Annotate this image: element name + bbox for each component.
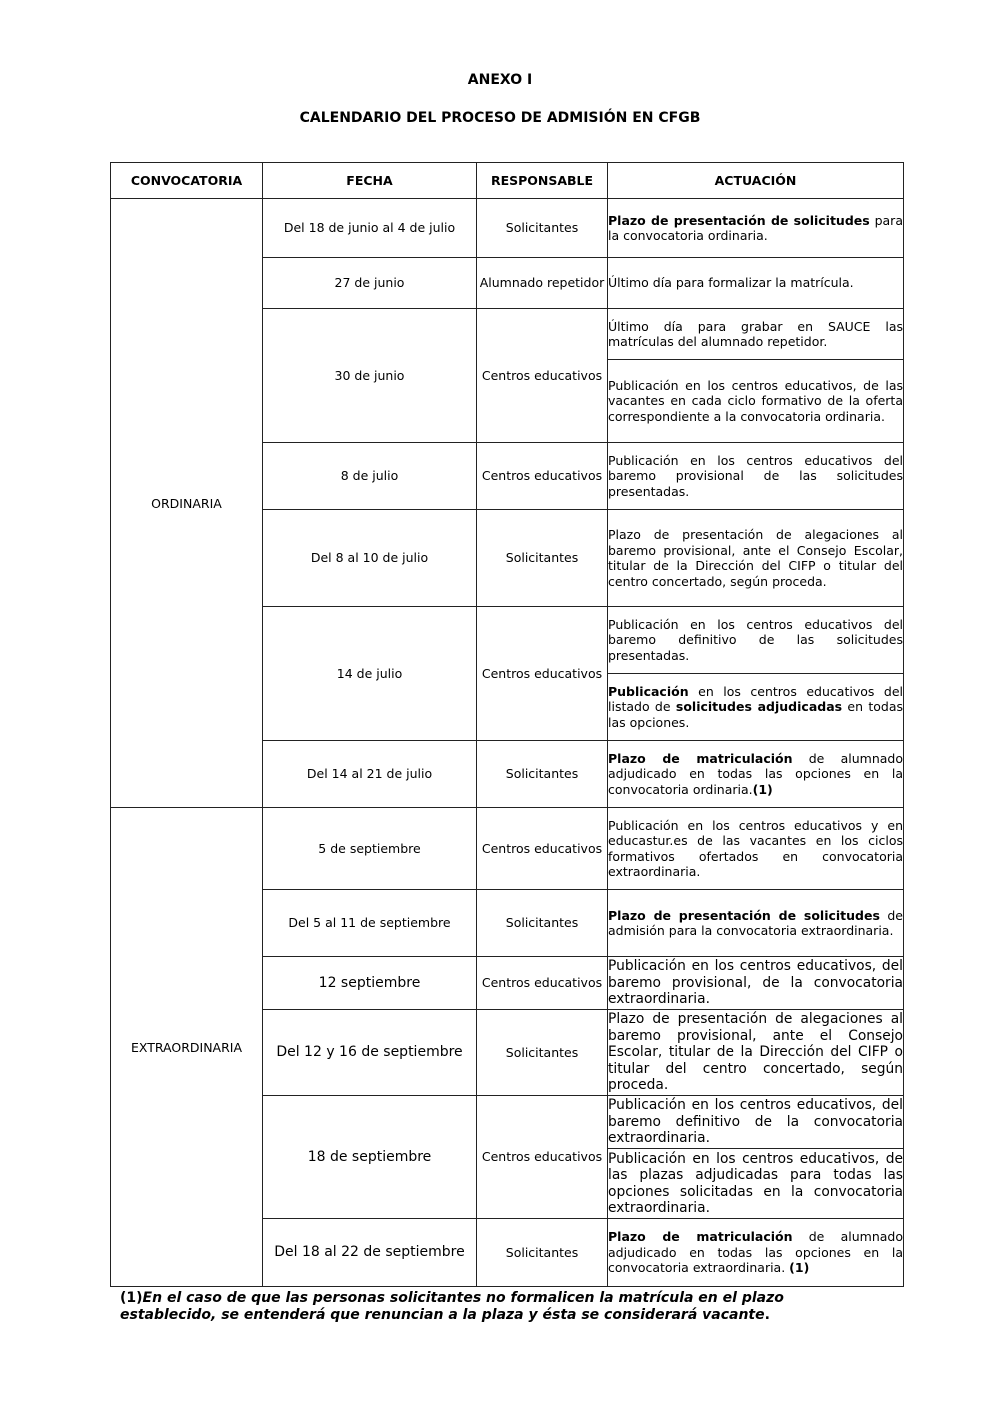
responsable-cell: Centros educativos [477,309,608,443]
actuacion-cell [608,199,904,258]
fecha-cell: 30 de junio [263,309,477,443]
fecha-cell: 5 de septiembre [263,808,477,890]
fecha-cell: 18 de septiembre [263,1096,477,1219]
fecha-cell: Del 18 al 22 de septiembre [263,1219,477,1287]
actuacion-cell: Publicación en los centros educativos, de las vacantes en cada ciclo formativo de la oferta correspondiente a la convocatoria ordinaria. [608,360,904,443]
fecha-cell: Del 8 al 10 de julio [263,510,477,607]
responsable-cell: Solicitantes [477,1219,608,1287]
fecha-cell: 12 septiembre [263,957,477,1010]
responsable-cell: Solicitantes [477,1010,608,1096]
actuacion-bold: Plazo de presentación de solicitudes [608,212,870,228]
actuacion-cell: Plazo de presentación de alegaciones al baremo provisional, ante el Consejo Escolar, titular de la Dirección del CIFP o titular del centro concertado, según proceda. [608,1010,904,1096]
page-title: CALENDARIO DEL PROCESO DE ADMISIÓN EN CFGB [299,110,701,126]
actuacion-cell: Último día para formalizar la matrícula. [608,258,904,309]
responsable-cell: Centros educativos [477,957,608,1010]
actuacion-cell: Publicación en los centros educativos del baremo definitivo de las solicitudes presentadas. [608,607,904,674]
actuacion-cell: Publicación en los centros educativos del baremo provisional de las solicitudes presentadas. [608,443,904,510]
actuacion-cell: Publicación en los centros educativos y en educastur.es de las vacantes en los ciclos formativos ofertados en convocatoria extraordinaria. [608,808,904,890]
calendar-table [110,162,904,1287]
actuacion-cell: Publicación en los centros educativos, de las plazas adjudicadas para todas las opciones solicitadas en la convocatoria extraordinaria. [608,1149,904,1219]
fecha-cell: Del 18 de junio al 4 de julio [263,199,477,258]
actuacion-text: en todas las opciones. [608,699,903,730]
responsable-cell: Solicitantes [477,890,608,957]
actuacion-bold: (1) [789,1260,810,1276]
actuacion-text: de alumnado adjudicado en todas las opciones en la convocatoria ordinaria. [608,750,903,797]
actuacion-text: en los centros educativos del listado de [608,683,903,715]
responsable-cell: Alumnado repetidor [477,258,608,309]
footnote-end: . [764,1306,770,1323]
table-header-row [111,163,904,199]
column-header-actuacion: ACTUACIÓN [608,163,904,199]
fecha-cell: Del 5 al 11 de septiembre [263,890,477,957]
actuacion-text: de alumnado adjudicado en todas las opciones en la convocatoria extraordinaria. [608,1229,903,1276]
actuacion-text: de admisión para la convocatoria extraordinaria. [608,907,903,938]
convocatoria-extraordinaria: EXTRAORDINARIA [111,808,263,1287]
responsable-cell: Solicitantes [477,199,608,258]
actuacion-bold: solicitudes adjudicadas [675,699,843,715]
actuacion-text: para la convocatoria ordinaria. [608,212,903,243]
convocatoria-ordinaria: ORDINARIA [111,199,263,808]
responsable-cell: Solicitantes [477,510,608,607]
actuacion-cell: Último día para grabar en SAUCE las matrículas del alumnado repetidor. [608,309,904,360]
responsable-cell: Centros educativos [477,808,608,890]
column-header-responsable: RESPONSABLE [477,163,608,199]
column-header-convocatoria: CONVOCATORIA [111,163,263,199]
footnote [120,1290,880,1323]
responsable-cell: Centros educativos [477,443,608,510]
fecha-cell: Del 12 y 16 de septiembre [263,1010,477,1096]
table-row [111,808,904,890]
actuacion-bold: Plazo de matriculación [608,750,793,766]
actuacion-bold: Publicación [608,683,689,699]
responsable-cell: Centros educativos [477,607,608,741]
responsable-cell: Solicitantes [477,741,608,808]
actuacion-cell [608,1219,904,1287]
actuacion-cell: Publicación en los centros educativos, del baremo provisional, de la convocatoria extraordinaria. [608,957,904,1010]
fecha-cell: 8 de julio [263,443,477,510]
actuacion-cell: Plazo de presentación de alegaciones al baremo provisional, ante el Consejo Escolar, titular de la Dirección del CIFP o titular del centro concertado, según proceda. [608,510,904,607]
footnote-text: En el caso de que las personas solicitantes no formalicen la matrícula en el plazo establecido, se entenderá que renuncian a la plaza y ésta se considerará vacante [120,1290,784,1323]
actuacion-cell [608,890,904,957]
fecha-cell: Del 14 al 21 de julio [263,741,477,808]
actuacion-cell [608,741,904,808]
actuacion-bold: (1) [752,781,773,797]
actuacion-bold: Plazo de presentación de solicitudes [608,907,880,923]
responsable-cell: Centros educativos [477,1096,608,1219]
table-row [111,199,904,258]
fecha-cell: 27 de junio [263,258,477,309]
fecha-cell: 14 de julio [263,607,477,741]
actuacion-bold: Plazo de matriculación [608,1229,793,1245]
footnote-marker: (1) [120,1290,143,1306]
actuacion-cell: Publicación en los centros educativos, del baremo definitivo de la convocatoria extraordinaria. [608,1096,904,1149]
annex-title: ANEXO I [467,72,533,88]
actuacion-cell [608,674,904,741]
column-header-fecha: FECHA [263,163,477,199]
